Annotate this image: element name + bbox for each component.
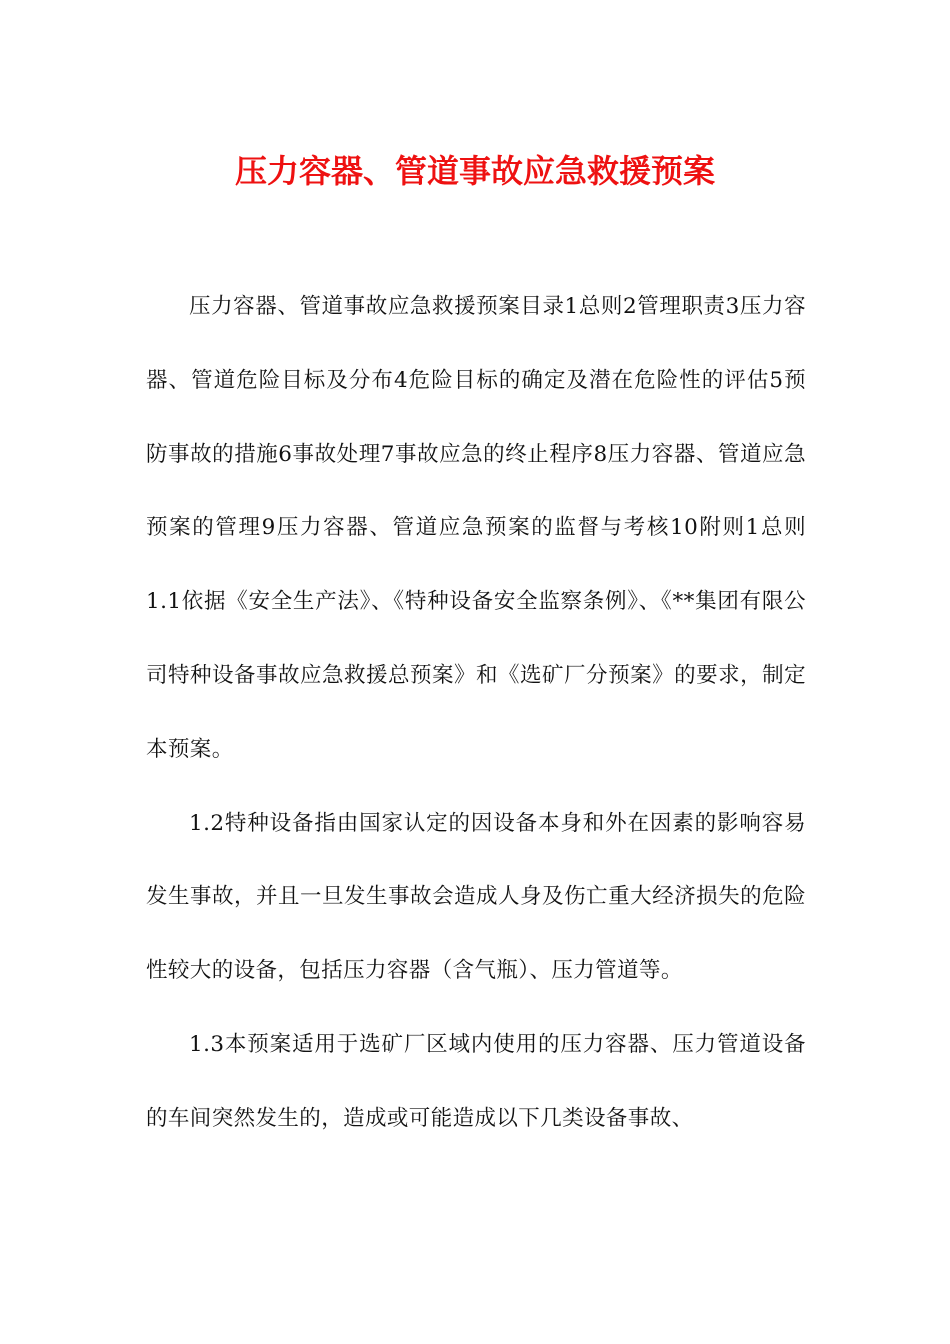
paragraph-1-2: 1.2特种设备指由国家认定的因设备本身和外在因素的影响容易发生事故，并且一旦发生事故会造成人身及伤亡重大经济损失的危险性较大的设备，包括压力容器（含气瓶）、压力管道等。 — [146, 810, 806, 984]
document-title: 压力容器、管道事故应急救援预案 — [234, 152, 715, 190]
paragraph-1-3: 1.3本预案适用于选矿厂区域内使用的压力容器、压力管道设备的车间突然发生的，造成或可能造成以下几类设备事故、 — [146, 1031, 806, 1131]
document-body — [146, 270, 806, 1156]
paragraph-contents: 压力容器、管道事故应急救援预案目录1总则2管理职责3压力容器、管道危险目标及分布4危险目标的确定及潜在危险性的评估5预防事故的措施6事故处理7事故应急的终止程序8压力容器、管道应急预案的管理9压力容器、管道应急预案的监督与考核10附则1总则1.1依据《安全生产法》、《特种设备安全监察条例》、《**集团有限公司特种设备事故应急救援总预案》和《选矿厂分预案》的要求，制定本预案。 — [146, 294, 806, 762]
